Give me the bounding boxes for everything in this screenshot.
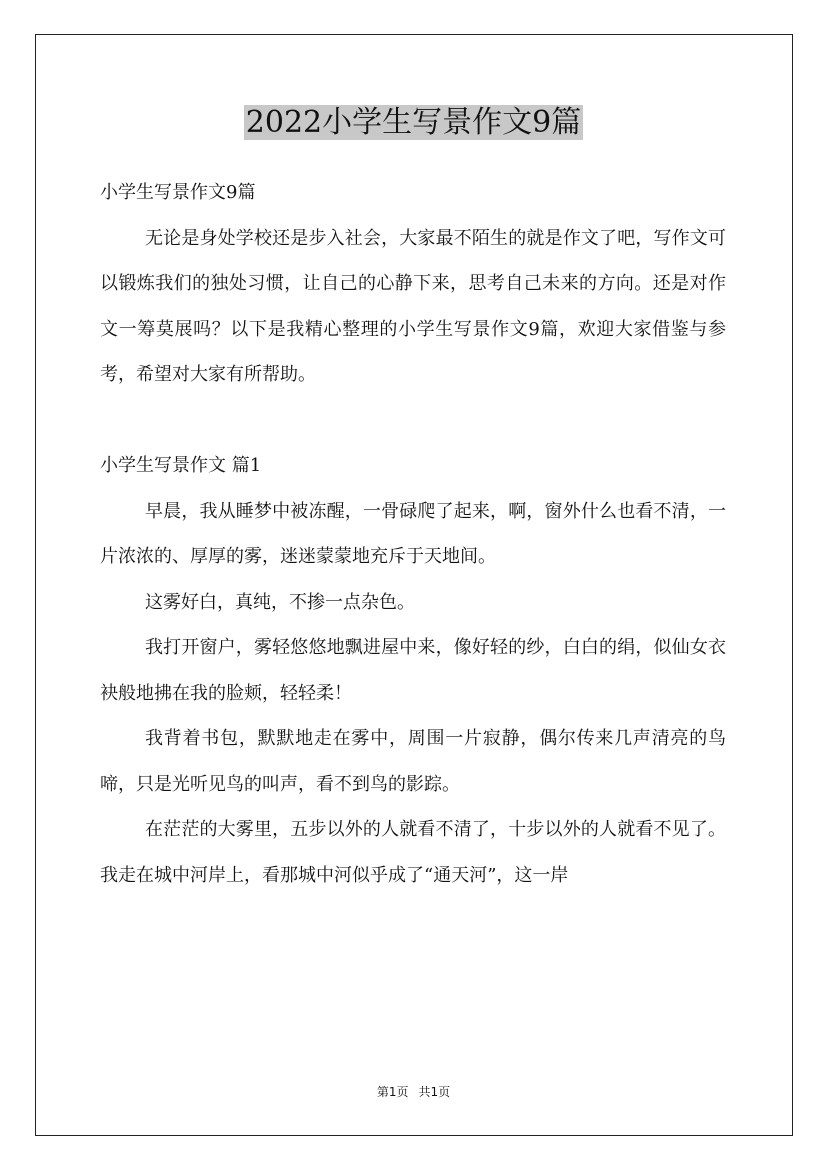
document-title-text: 2022小学生写景作文9篇 (245, 105, 582, 140)
body-paragraph: 我打开窗户，雾轻悠悠地飘进屋中来，像好轻的纱，白白的绢，似仙女衣袂般地拂在我的脸颊，轻轻柔！ (100, 637, 726, 704)
section-spacer (100, 398, 726, 444)
page-number-current: 第1页 (376, 1085, 409, 1099)
intro-paragraph: 无论是身处学校还是步入社会，大家最不陌生的就是作文了吧，写作文可以锻炼我们的独处习惯，让自己的心静下来，思考自己未来的方向。还是对作文一筹莫展吗？以下是我精心整理的小学生写景作文9篇，欢迎大家借鉴与参考，希望对大家有所帮助。 (100, 227, 726, 385)
section-heading: 小学生写景作文 篇1 (100, 455, 262, 476)
document-subtitle: 小学生写景作文9篇 (100, 182, 256, 203)
page-footer (0, 1082, 827, 1102)
body-paragraph: 早晨，我从睡梦中被冻醒，一骨碌爬了起来，啊，窗外什么也看不清，一片浓浓的、厚厚的雾，迷迷蒙蒙地充斥于天地间。 (100, 500, 726, 567)
document-body (100, 170, 726, 898)
page-number-total: 共1页 (418, 1085, 451, 1099)
body-paragraph: 我背着书包，默默地走在雾中，周围一片寂静，偶尔传来几声清亮的鸟啼，只是光听见鸟的叫声，看不到鸟的影踪。 (100, 728, 726, 795)
body-paragraph: 这雾好白，真纯，不掺一点杂色。 (145, 591, 415, 613)
document-title (0, 98, 827, 148)
body-paragraph: 在茫茫的大雾里，五步以外的人就看不清了，十步以外的人就看不见了。我走在城中河岸上，看那城中河似乎成了“通天河”，这一岸 (100, 819, 726, 886)
